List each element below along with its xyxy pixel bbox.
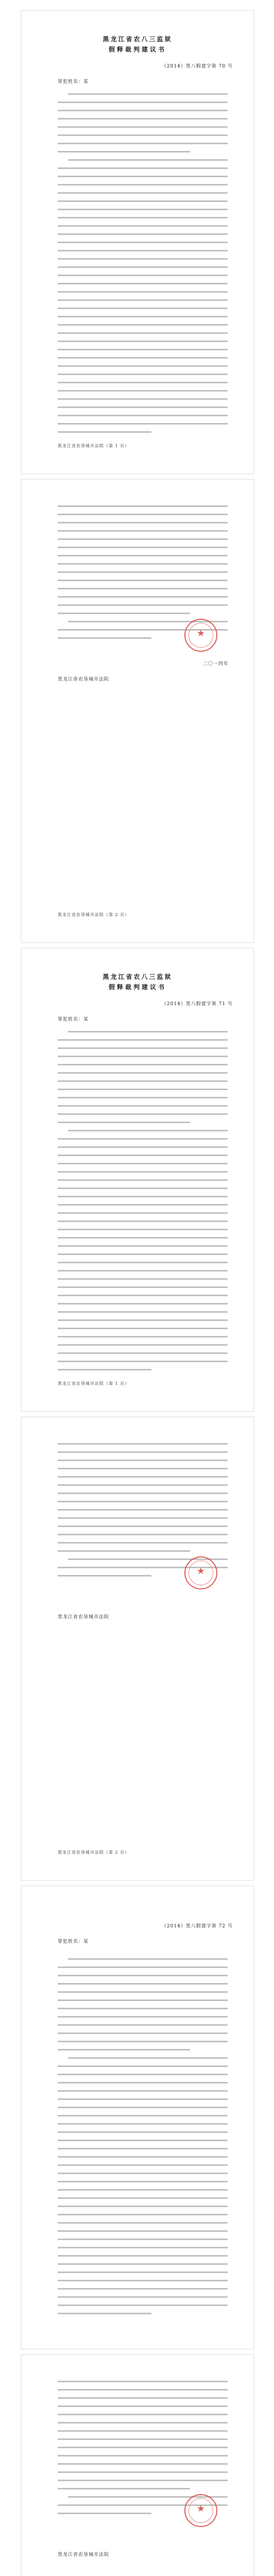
page-subtitle: 假释裁判建议书	[108, 984, 166, 991]
court-seal: ★	[184, 1556, 217, 1589]
document-page-3	[21, 948, 254, 1412]
document-page-6	[21, 2354, 254, 2576]
party-name: 罪犯姓名：某	[58, 1017, 89, 1022]
court-seal: ★	[184, 2494, 217, 2527]
document-page-5	[21, 1886, 254, 2349]
body-text	[58, 1031, 228, 1377]
document-number: （2014）黑八假建字第 71 号	[161, 1002, 233, 1007]
body-text	[58, 93, 228, 439]
document-number: （2014）黑八假建字第 72 号	[161, 1924, 233, 1929]
page-footer: 黑龙江省农垦城市法院（第 2 页）	[58, 1850, 130, 1855]
page-footer: 黑龙江省农垦城市法院（第 2 页）	[58, 912, 130, 917]
document-page-1	[21, 10, 254, 474]
page-title: 黑龙江省农八三监狱	[102, 36, 173, 43]
court-name: 黑龙江省农垦城市法院	[58, 2552, 110, 2557]
body-text	[58, 1958, 228, 2321]
document-page-2	[21, 479, 254, 943]
page-footer: 黑龙江省农垦城市法院（第 1 页）	[58, 444, 130, 448]
document-number: （2014）黑八假建字第 70 号	[161, 64, 233, 69]
party-name: 罪犯姓名：某	[58, 79, 89, 84]
page-footer: 黑龙江省农垦城市法院（第 1 页）	[58, 1381, 130, 1386]
document-page-4	[21, 1417, 254, 1880]
signing-date: 二〇一四年	[202, 662, 229, 667]
court-name: 黑龙江省农垦城市法院	[58, 677, 110, 682]
party-name: 罪犯姓名：某	[58, 1939, 89, 1944]
court-name: 黑龙江省农垦城市法院	[58, 1615, 110, 1620]
court-seal: ★	[184, 619, 217, 652]
page-subtitle: 假释裁判建议书	[108, 46, 166, 53]
page-title: 黑龙江省农八三监狱	[102, 973, 173, 980]
